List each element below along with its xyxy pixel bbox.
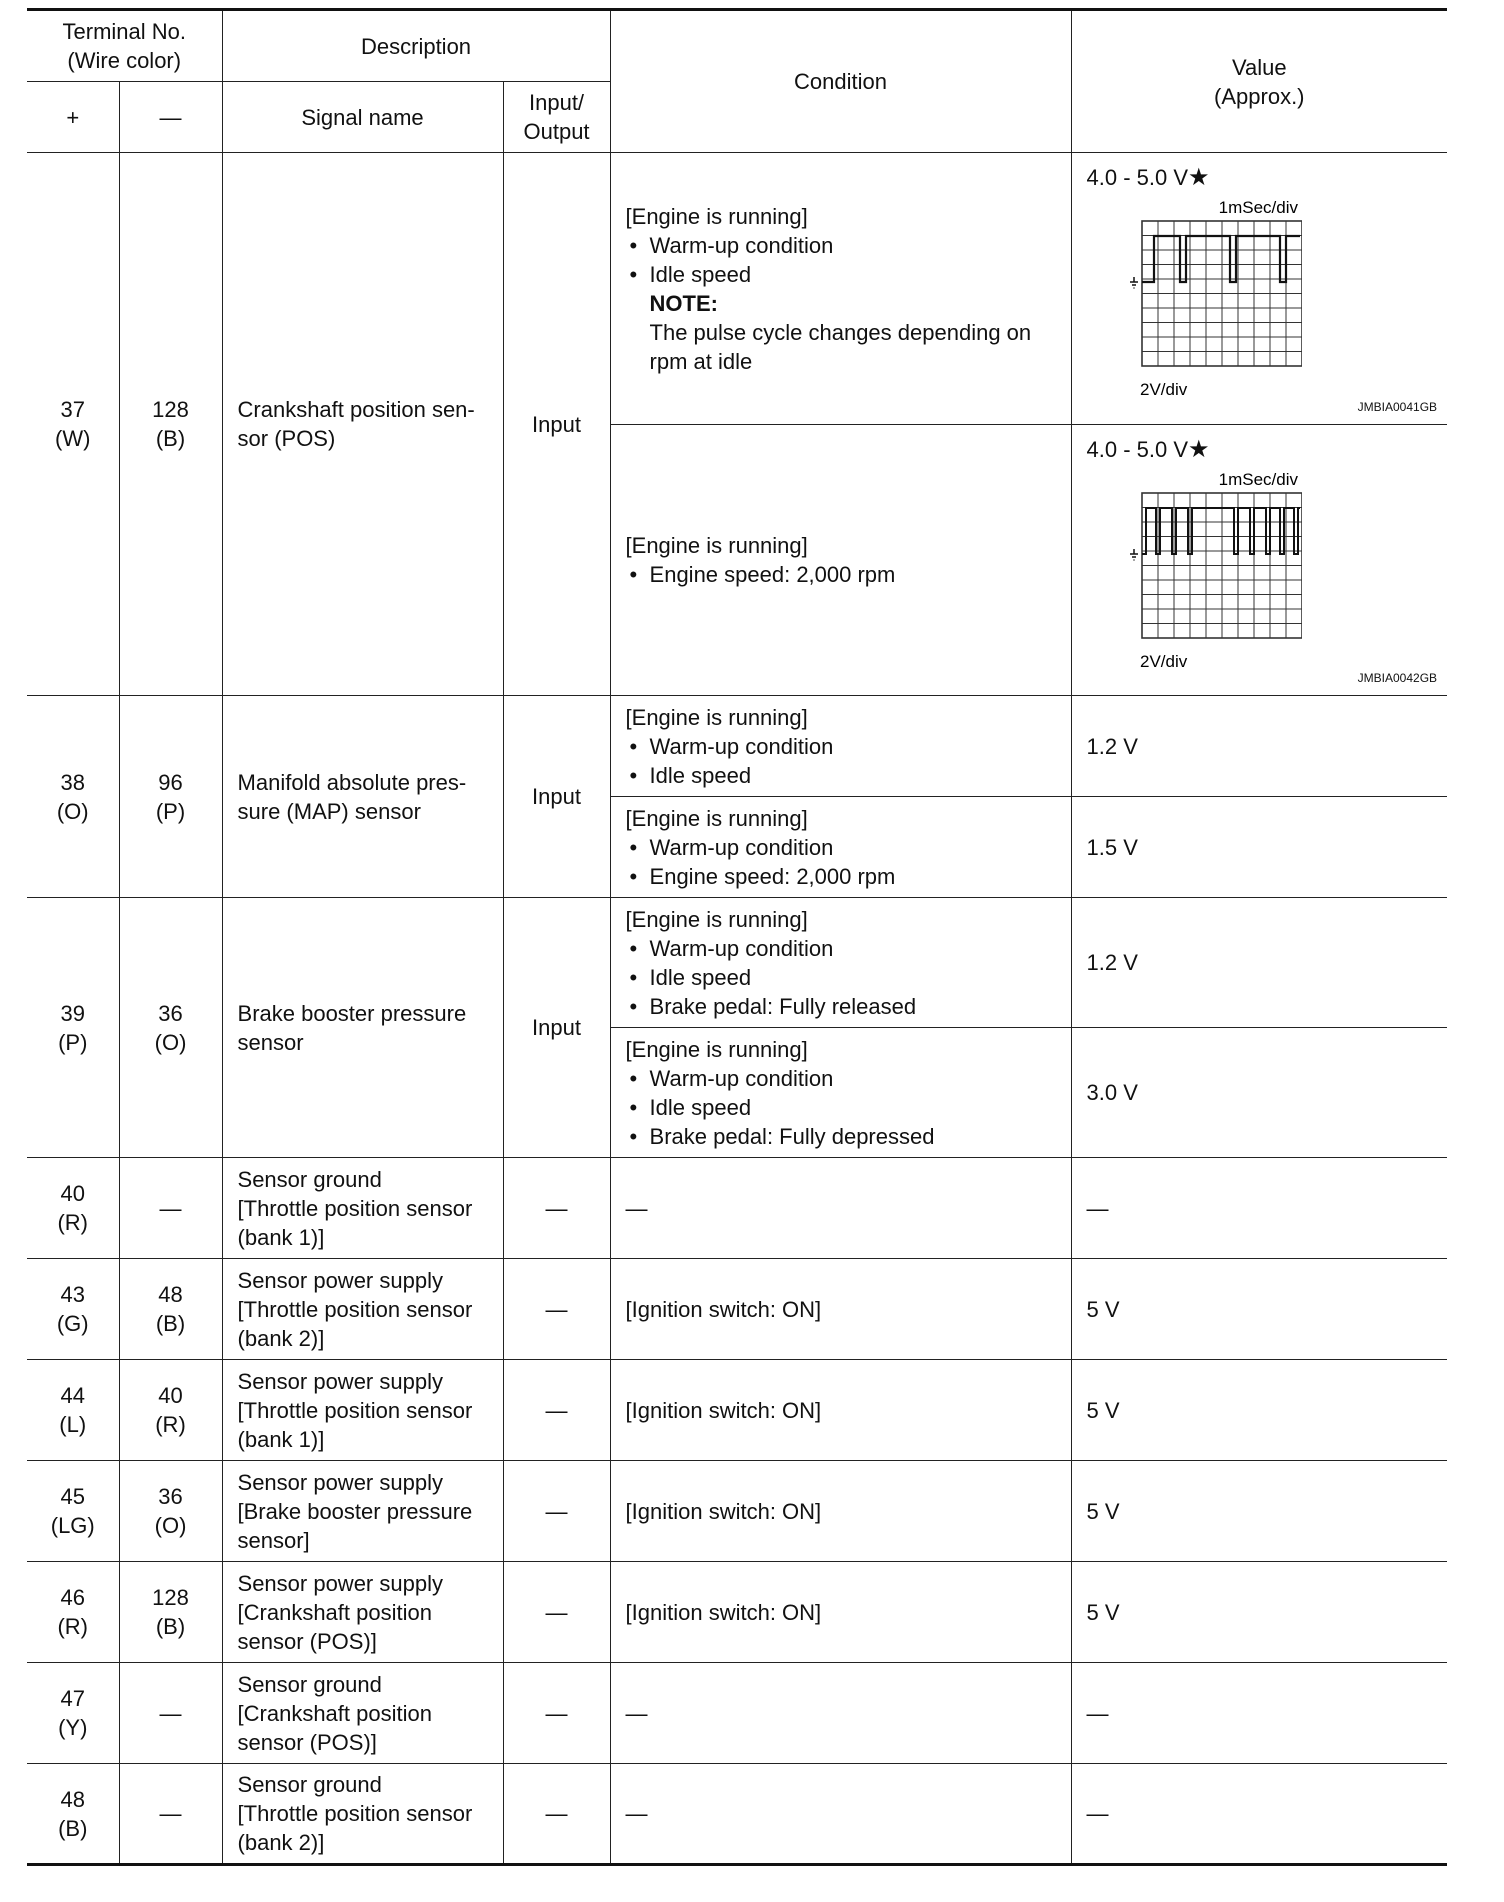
condition: [Engine is running] • Warm-up condition • Engine speed: 2,000 rpm <box>610 797 1071 898</box>
value: 3.0 V <box>1071 1028 1447 1158</box>
terminal-minus: 96 (P) <box>119 696 222 898</box>
value: 5 V <box>1071 1562 1447 1663</box>
terminal-plus: 46 (R) <box>27 1562 119 1663</box>
header-input-output: Input/ Output <box>503 82 610 153</box>
value: 5 V <box>1071 1360 1447 1461</box>
condition: — <box>610 1764 1071 1865</box>
header-signal-name: Signal name <box>222 82 503 153</box>
svg-text:2V/div: 2V/div <box>1139 652 1187 671</box>
signal-name: Sensor power supply [Throttle position sensor (bank 1)] <box>222 1360 503 1461</box>
io-type: — <box>503 1158 610 1259</box>
table-row <box>27 1562 1447 1663</box>
io-type: — <box>503 1461 610 1562</box>
terminal-plus: 37 (W) <box>27 153 119 696</box>
condition: [Ignition switch: ON] <box>610 1461 1071 1562</box>
terminal-plus: 47 (Y) <box>27 1663 119 1764</box>
value: 1.5 V <box>1071 797 1447 898</box>
terminal-minus: — <box>119 1158 222 1259</box>
terminal-minus: 40 (R) <box>119 1360 222 1461</box>
io-type: Input <box>503 898 610 1158</box>
value: — <box>1071 1764 1447 1865</box>
terminal-plus: 44 (L) <box>27 1360 119 1461</box>
io-type: Input <box>503 153 610 696</box>
signal-name: Crankshaft position sen- sor (POS) <box>222 153 503 696</box>
condition: [Engine is running] • Engine speed: 2,000 rpm <box>610 425 1071 696</box>
table-row <box>27 696 1447 797</box>
io-type: — <box>503 1360 610 1461</box>
io-type: — <box>503 1259 610 1360</box>
condition: [Engine is running] • Warm-up condition • Idle speed • Brake pedal: Fully released <box>610 898 1071 1028</box>
terminal-plus: 43 (G) <box>27 1259 119 1360</box>
table-row <box>27 1158 1447 1259</box>
header-condition: Condition <box>610 10 1071 153</box>
io-type: — <box>503 1663 610 1764</box>
table-row <box>27 1764 1447 1865</box>
io-type: — <box>503 1764 610 1865</box>
header-minus: — <box>119 82 222 153</box>
header-description: Description <box>222 10 610 82</box>
condition: [Ignition switch: ON] <box>610 1360 1071 1461</box>
condition: [Engine is running] • Warm-up condition • Idle speed NOTE: The pulse cycle changes depending on rpm at idle <box>610 153 1071 425</box>
svg-text:1mSec/div: 1mSec/div <box>1218 199 1298 217</box>
terminal-minus: — <box>119 1663 222 1764</box>
figure-code: JMBIA0042GB <box>1357 671 1438 685</box>
figure-code: JMBIA0041GB <box>1357 400 1438 414</box>
terminal-plus: 48 (B) <box>27 1764 119 1865</box>
table-row <box>27 898 1447 1028</box>
condition: [Ignition switch: ON] <box>610 1259 1071 1360</box>
header-plus: + <box>27 82 119 153</box>
terminal-plus: 40 (R) <box>27 1158 119 1259</box>
signal-name: Sensor ground [Crankshaft position sensor (POS)] <box>222 1663 503 1764</box>
value: 1.2 V <box>1071 696 1447 797</box>
terminal-minus: 36 (O) <box>119 1461 222 1562</box>
svg-text:1mSec/div: 1mSec/div <box>1218 471 1298 489</box>
table-row <box>27 1360 1447 1461</box>
oscilloscope-waveform <box>1122 471 1302 671</box>
condition: [Engine is running] • Warm-up condition • Idle speed <box>610 696 1071 797</box>
signal-name: Sensor power supply [Crankshaft position sensor (POS)] <box>222 1562 503 1663</box>
signal-name: Sensor power supply [Throttle position sensor (bank 2)] <box>222 1259 503 1360</box>
terminal-plus: 38 (O) <box>27 696 119 898</box>
value-waveform-cell <box>1071 425 1447 696</box>
value: — <box>1071 1158 1447 1259</box>
terminal-minus: 128 (B) <box>119 153 222 696</box>
header-terminal: Terminal No. (Wire color) <box>27 10 222 82</box>
value: 5 V <box>1071 1461 1447 1562</box>
value-waveform-cell <box>1071 153 1447 425</box>
signal-name: Brake booster pressure sensor <box>222 898 503 1158</box>
table-row <box>27 1663 1447 1764</box>
header-value: Value (Approx.) <box>1071 10 1447 153</box>
terminal-plus: 45 (LG) <box>27 1461 119 1562</box>
signal-name: Manifold absolute pres- sure (MAP) sensor <box>222 696 503 898</box>
condition: [Engine is running] • Warm-up condition • Idle speed • Brake pedal: Fully depressed <box>610 1028 1071 1158</box>
value: — <box>1071 1663 1447 1764</box>
signal-name: Sensor ground [Throttle position sensor (bank 2)] <box>222 1764 503 1865</box>
condition: [Ignition switch: ON] <box>610 1562 1071 1663</box>
table-row <box>27 1461 1447 1562</box>
table-row <box>27 153 1447 425</box>
io-type: — <box>503 1562 610 1663</box>
table-row <box>27 1259 1447 1360</box>
terminal-minus: 36 (O) <box>119 898 222 1158</box>
value: 5 V <box>1071 1259 1447 1360</box>
star-icon: ★ <box>1188 164 1210 191</box>
value-text: 4.0 - 5.0 V★ <box>1086 436 1210 463</box>
io-type: Input <box>503 696 610 898</box>
condition: — <box>610 1663 1071 1764</box>
terminal-spec-table <box>27 8 1447 1866</box>
star-icon: ★ <box>1188 436 1210 463</box>
svg-text:2V/div: 2V/div <box>1139 380 1187 399</box>
value-text: 4.0 - 5.0 V★ <box>1086 164 1210 191</box>
condition: — <box>610 1158 1071 1259</box>
terminal-plus: 39 (P) <box>27 898 119 1158</box>
terminal-minus: 128 (B) <box>119 1562 222 1663</box>
signal-name: Sensor ground [Throttle position sensor (bank 1)] <box>222 1158 503 1259</box>
oscilloscope-waveform <box>1122 199 1302 399</box>
value: 1.2 V <box>1071 898 1447 1028</box>
terminal-minus: 48 (B) <box>119 1259 222 1360</box>
signal-name: Sensor power supply [Brake booster pressure sensor] <box>222 1461 503 1562</box>
terminal-minus: — <box>119 1764 222 1865</box>
